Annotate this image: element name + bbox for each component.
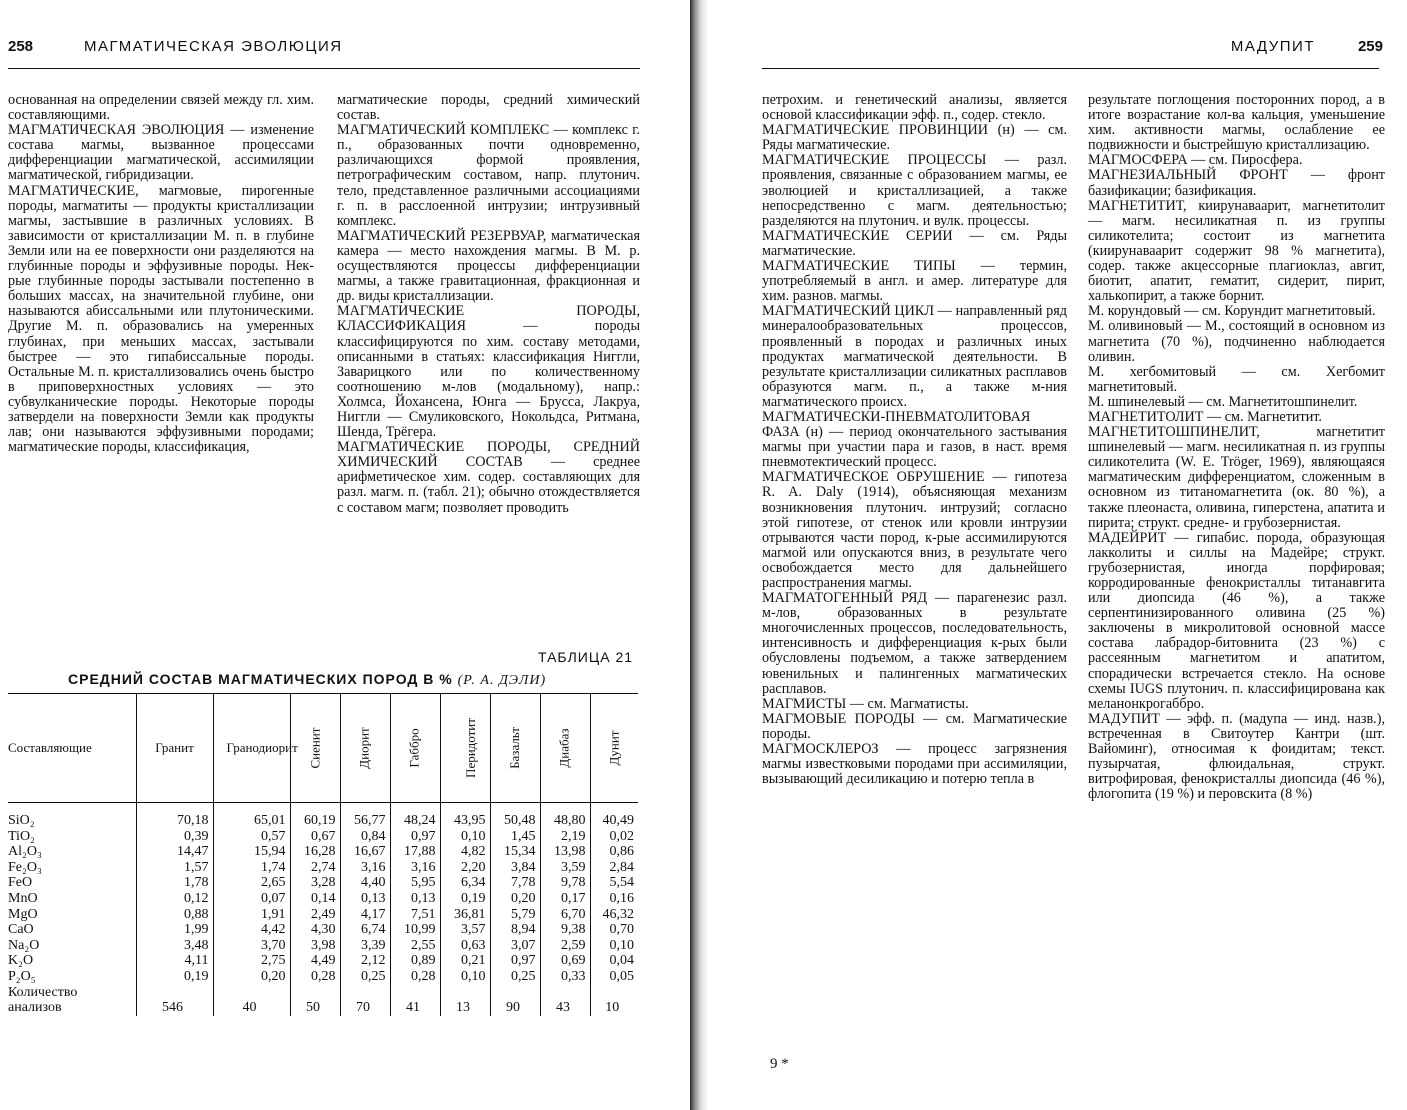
running-title: МАДУПИТ — [1230, 38, 1315, 55]
table-body — [8, 803, 638, 1016]
entry-magnetitite: МАГНЕТИТИТ, киирунаваарит, магнетитолит — магм. несиликатная п. из группы силикотелита; состоит из магнетита (киирунаваарит содержит 98 % магнетита), содер. также акцессорные плагиоклаз, авгит, биотит, апатит, гематит, сидерит, пирит, халькопирит, а также борнит. — [1088, 197, 1385, 305]
component-cell: Na₂O — [8, 937, 40, 953]
value-cell: 4,49 — [290, 953, 340, 969]
empty-cell — [540, 985, 590, 1001]
value-cell: 0,28 — [390, 969, 440, 985]
count-cell: 546 — [136, 1000, 213, 1016]
value-cell: 2,75 — [213, 953, 290, 969]
empty-cell — [590, 985, 638, 1001]
count-cell: 70 — [340, 1000, 390, 1016]
value-cell: 4,42 — [213, 922, 290, 938]
value-cell: 3,07 — [490, 938, 540, 954]
component-cell: CaO — [8, 922, 34, 938]
value-cell: 2,55 — [390, 938, 440, 954]
right-page — [708, 0, 1407, 1110]
component-cell: MnO — [8, 890, 38, 906]
text-column-1 — [8, 93, 314, 455]
value-cell: 3,59 — [540, 860, 590, 876]
value-cell: 0,12 — [136, 891, 213, 907]
paragraph: основанная на определении связей между гл. хим. составляющими. — [8, 92, 314, 124]
value-cell: 1,91 — [213, 907, 290, 923]
value-cell: 0,69 — [540, 953, 590, 969]
entry-cycle: МАГМАТИЧЕСКИЙ ЦИКЛ — направленный ряд минералообразовательных процессов, проявленный в породах и различных иных продуктах магматической деятельности. В результате кристаллизации силикатных расплавов образуются магм. п., а также м-ния магматического происх. — [762, 303, 1067, 410]
value-cell: 0,39 — [136, 829, 213, 845]
value-cell: 60,19 — [290, 803, 340, 829]
entry-magmatic-reservoir: МАГМАТИЧЕСКИЙ РЕЗЕРВУАР, магматическая камера — место нахождения магмы. В М. р. осуществляются процессы дифференциации магмы, а также гравитационная, фракционная и др. виды кристаллизации. — [337, 227, 640, 305]
value-cell: 16,28 — [290, 844, 340, 860]
value-cell: 3,16 — [340, 860, 390, 876]
entry-magmists: МАГМИСТЫ — см. Магматисты. — [762, 695, 969, 712]
count-label-cell: анализов — [8, 1000, 62, 1016]
header-syenite: Сиенит — [290, 694, 340, 803]
composition-table — [8, 693, 638, 1016]
value-cell: 40,49 — [590, 803, 638, 829]
value-cell: 3,70 — [213, 938, 290, 954]
page-number: 259 — [1357, 38, 1383, 55]
value-cell: 0,13 — [390, 891, 440, 907]
value-cell: 14,47 — [136, 844, 213, 860]
value-cell: 56,77 — [340, 803, 390, 829]
value-cell: 1,57 — [136, 860, 213, 876]
header-diorite: Диорит — [340, 694, 390, 803]
value-cell: 0,57 — [213, 829, 290, 845]
entry-types: МАГМАТИЧЕСКИЕ ТИПЫ — термин, употребляемый в англ. и амер. литературе для хим. разнов. магмы. — [762, 258, 1067, 305]
header-components: Составляющие — [8, 694, 136, 803]
entry-magmosphere: МАГМОСФЕРА — см. Пиросфера. — [1088, 152, 1303, 169]
value-cell: 7,78 — [490, 875, 540, 891]
value-cell: 15,34 — [490, 844, 540, 860]
value-cell: 16,67 — [340, 844, 390, 860]
header-rule — [762, 68, 1379, 69]
empty-cell — [290, 985, 340, 1001]
value-cell: 4,40 — [340, 875, 390, 891]
component-cell: Fe₂O₃ — [8, 859, 42, 875]
value-cell: 0,10 — [590, 938, 638, 954]
text-column-2 — [337, 93, 640, 516]
header-diabase: Диабаз — [540, 694, 590, 803]
component-cell: TiO₂ — [8, 828, 35, 844]
header-dunite: Дунит — [590, 694, 638, 803]
value-cell: 0,67 — [290, 829, 340, 845]
value-cell: 0,28 — [290, 969, 340, 985]
empty-cell — [213, 985, 290, 1001]
table-row — [8, 875, 638, 891]
table-row — [8, 891, 638, 907]
value-cell: 0,07 — [213, 891, 290, 907]
paragraph: магматические породы, средний химический состав. — [337, 92, 640, 124]
value-cell: 9,78 — [540, 875, 590, 891]
value-cell: 5,95 — [390, 875, 440, 891]
value-cell: 1,45 — [490, 829, 540, 845]
value-cell: 15,94 — [213, 844, 290, 860]
value-cell: 0,10 — [440, 829, 490, 845]
value-cell: 0,88 — [136, 907, 213, 923]
left-page — [0, 0, 690, 1110]
value-cell: 0,20 — [213, 969, 290, 985]
value-cell: 0,10 — [440, 969, 490, 985]
table-row — [8, 844, 638, 860]
value-cell: 46,32 — [590, 907, 638, 923]
entry-magmatic-rocks: МАГМАТИЧЕСКИЕ, магмовые, пирогенные породы, магматиты — продукты кристаллизации магмы, застывшие в различных условиях. В зависимости от кристаллизации М. п. в глубине Земли или на ее поверхности они разделяются на глубинные породы и эффузивные породы. Нек-рые глубинные породы застывали постепенно в больших массах, на значительной глубине, они называются абиссальными или плутоническими. Другие М. п. образовались на умеренных глубинах, при меньших массах, застывали быстрее — это гипабиссальные породы. Остальные М. п. кристаллизовались очень быстро в приповерхностных условиях — это субвулканические породы. Некоторые породы затвердели на поверхности Земли как продукты лав; они называются эффузивными породами; магматические породы, классификация, — [8, 182, 314, 456]
count-cell: 50 — [290, 1000, 340, 1016]
entry-madeirite: МАДЕЙРИТ — гипабис. порода, образующая лакколиты и силлы на Мадейре; структ. грубозернистая, иногда порфировая; корродированные фенокристаллы титанавгита или диопсида (46 %), а также серпентинизированного оливина (25 %) заключены в микролитовой основной массе состава лабрадор-битовнита (23 %) с рассеянным магнетитом и апатитом, спорадически встречается стекло. На основе схемы IUGS плутонич. п. классифицирована как меланонкрогаббро. — [1088, 529, 1385, 712]
component-cell: MgO — [8, 906, 38, 922]
value-cell: 0,70 — [590, 922, 638, 938]
table-header-row — [8, 694, 638, 803]
entry-magnesian-front: МАГНЕЗИАЛЬНЫЙ ФРОНТ — фронт базификации; базификация. — [1088, 167, 1385, 199]
header-granite: Гранит — [136, 694, 213, 803]
value-cell: 0,14 — [290, 891, 340, 907]
table-row-count-label — [8, 985, 638, 1001]
header-gabbro: Габбро — [390, 694, 440, 803]
entry-series: МАГМАТИЧЕСКИЕ СЕРИИ — см. Ряды магматические. — [762, 227, 1067, 259]
table-row — [8, 953, 638, 969]
value-cell: 5,79 — [490, 907, 540, 923]
value-cell: 1,78 — [136, 875, 213, 891]
count-cell: 41 — [390, 1000, 440, 1016]
book-gutter — [690, 0, 708, 1110]
value-cell: 0,19 — [440, 891, 490, 907]
empty-cell — [440, 985, 490, 1001]
value-cell: 3,84 — [490, 860, 540, 876]
table-row — [8, 969, 638, 985]
value-cell: 0,19 — [136, 969, 213, 985]
value-cell: 6,34 — [440, 875, 490, 891]
table-source: (Р. А. ДЭЛИ) — [457, 673, 547, 688]
value-cell: 3,48 — [136, 938, 213, 954]
value-cell: 1,74 — [213, 860, 290, 876]
value-cell: 9,38 — [540, 922, 590, 938]
value-cell: 0,86 — [590, 844, 638, 860]
entry-magmatic-evolution: МАГМАТИЧЕСКАЯ ЭВОЛЮЦИЯ — изменение состава магмы, вызванное процессами дифференциации магматической, ассимиляции магматической, гибридизации. — [8, 122, 314, 184]
entry-magmatic-complex: МАГМАТИЧЕСКИЙ КОМПЛЕКС — комплекс г. п., образованных почти одновременно, различающихся формой проявления, петрографическим составом, напр. плутонич. тело, представленное различными ассоциациями г. п. в расслоенной интрузии; интрузивный комплекс. — [337, 122, 640, 229]
value-cell: 0,13 — [340, 891, 390, 907]
running-title: МАГМАТИЧЕСКАЯ ЭВОЛЮЦИЯ — [84, 38, 343, 55]
page-number: 258 — [8, 38, 34, 55]
entry-processes: МАГМАТИЧЕСКИЕ ПРОЦЕССЫ — разл. проявления, связанные с образованием магмы, ее эволюцией и кристаллизацией, а также непосредственно с магм. деятельностью; разделяются на плутонич. и вулк. процессы. — [762, 152, 1067, 229]
entry-stoping: МАГМАТИЧЕСКОЕ ОБРУШЕНИЕ — гипотеза R. A. Daly (1914), объясняющая механизм возникновения плутонич. интрузий; согласно этой гипотезе, от стенок или кровли интрузии отрываются части пород, к-рые ассимилируются магмой или опускаются вниз, в результате чего освобождается место для дальнейшего распространения магмы. — [762, 469, 1067, 591]
value-cell: 6,70 — [540, 907, 590, 923]
value-cell: 3,39 — [340, 938, 390, 954]
value-cell: 2,49 — [290, 907, 340, 923]
value-cell: 13,98 — [540, 844, 590, 860]
paragraph: результате поглощения посторонних пород, а в итоге возрастание кол-ва кальция, уменьшение хим. активности магмы, ослабление ее подвижности и быстрейшую кристаллизацию. — [1088, 92, 1385, 154]
component-cell: SiO₂ — [8, 813, 35, 828]
value-cell: 0,97 — [490, 953, 540, 969]
empty-cell — [340, 985, 390, 1001]
empty-cell — [490, 985, 540, 1001]
table-title-text: СРЕДНИЙ СОСТАВ МАГМАТИЧЕСКИХ ПОРОД В % — [68, 671, 453, 687]
table-row — [8, 938, 638, 954]
text-column-3 — [762, 93, 1067, 787]
value-cell: 0,97 — [390, 829, 440, 845]
value-cell: 10,99 — [390, 922, 440, 938]
table-title — [68, 671, 546, 689]
value-cell: 2,65 — [213, 875, 290, 891]
table-caption: ТАБЛИЦА 21 — [538, 649, 634, 665]
header-peridotite: Перидотит — [440, 694, 490, 803]
value-cell: 2,84 — [590, 860, 638, 876]
component-cell: FeO — [8, 875, 33, 891]
header-basalt: Базальт — [490, 694, 540, 803]
value-cell: 0,20 — [490, 891, 540, 907]
value-cell: 3,28 — [290, 875, 340, 891]
value-cell: 6,74 — [340, 922, 390, 938]
value-cell: 2,74 — [290, 860, 340, 876]
entry-magnetitolite: МАГНЕТИТОЛИТ — см. Магнетитит. — [1088, 408, 1322, 425]
table-row-counts — [8, 1000, 638, 1016]
entry-spinel: М. шпинелевый — см. Магнетитошпинелит. — [1088, 393, 1358, 410]
header-rule — [8, 68, 640, 69]
value-cell: 48,24 — [390, 803, 440, 829]
count-label-cell: Количество — [8, 984, 78, 1000]
value-cell: 0,05 — [590, 969, 638, 985]
empty-cell — [390, 985, 440, 1001]
count-cell: 10 — [590, 1000, 638, 1016]
entry-magnetitospinelite: МАГНЕТИТОШПИНЕЛИТ, магнетитит шпинелевый — магм. несиликатная п. из группы силикотелита (W. E. Tröger, 1969), являющаяся магматическим дифференциатом, сложенным в основном из титаномагнетита (ок. 80 %), а также плеонаста, оливина, гиперстена, апатита и пирита; структ. средне- и грубозернистая. — [1088, 424, 1385, 531]
table-row — [8, 907, 638, 923]
value-cell: 70,18 — [136, 803, 213, 829]
value-cell: 0,16 — [590, 891, 638, 907]
value-cell: 0,33 — [540, 969, 590, 985]
value-cell: 0,21 — [440, 953, 490, 969]
entry-olivine: М. оливиновый — М., состоящий в основном из магнетита (70 %), подчиненно наблюдается оливин. — [1088, 318, 1385, 365]
value-cell: 65,01 — [213, 803, 290, 829]
value-cell: 0,63 — [440, 938, 490, 954]
table-row — [8, 860, 638, 876]
value-cell: 3,98 — [290, 938, 340, 954]
entry-average-composition: МАГМАТИЧЕСКИЕ ПОРОДЫ, СРЕДНИЙ ХИМИЧЕСКИЙ СОСТАВ — среднее арифметическое хим. содер. составляющих для разл. магм. п. (табл. 21); обычно отождествляется с составом магм; позволяет проводить — [337, 439, 640, 516]
value-cell: 8,94 — [490, 922, 540, 938]
value-cell: 2,12 — [340, 953, 390, 969]
entry-hogbomite: М. хегбомитовый — см. Хегбомит магнетитовый. — [1088, 363, 1385, 395]
entry-pneumatolytic-phase: МАГМАТИЧЕСКИ-ПНЕВМАТОЛИТОВАЯ ФАЗА (н) — период окончательного застывания магмы при участии пара и газов, в наст. время пневмотектический процесс. — [762, 408, 1067, 471]
value-cell: 36,81 — [440, 907, 490, 923]
value-cell: 48,80 — [540, 803, 590, 829]
value-cell: 4,11 — [136, 953, 213, 969]
count-cell: 43 — [540, 1000, 590, 1016]
count-cell: 90 — [490, 1000, 540, 1016]
value-cell: 0,17 — [540, 891, 590, 907]
value-cell: 50,48 — [490, 803, 540, 829]
value-cell: 2,19 — [540, 829, 590, 845]
header-granodiorite: Гранодиорит — [213, 694, 290, 803]
value-cell: 3,16 — [390, 860, 440, 876]
value-cell: 0,25 — [490, 969, 540, 985]
value-cell: 1,99 — [136, 922, 213, 938]
entry-magmatogenic-series: МАГМАТОГЕННЫЙ РЯД — парагенезис разл. м-лов, образованных в результате многочисленных процессов, последовательность, интенсивность и дифференциация к-рых были обусловлены подъемом, а также затвердением ювенильных и палингенных магматических расплавов. — [762, 590, 1067, 697]
entry-magmosclerosis: МАГМОСКЛЕРОЗ — процесс загрязнения магмы известковыми породами при ассимиляции, вызывающий десиликацию и потерю тепла в — [762, 741, 1067, 788]
value-cell: 43,95 — [440, 803, 490, 829]
value-cell: 4,30 — [290, 922, 340, 938]
empty-cell — [136, 985, 213, 1001]
value-cell: 0,02 — [590, 829, 638, 845]
table-row — [8, 829, 638, 845]
value-cell: 0,89 — [390, 953, 440, 969]
count-cell: 40 — [213, 1000, 290, 1016]
text-column-4 — [1088, 93, 1385, 802]
value-cell: 2,59 — [540, 938, 590, 954]
component-cell: P₂O₅ — [8, 968, 36, 984]
value-cell: 17,88 — [390, 844, 440, 860]
paragraph: петрохим. и генетический анализы, является основой классификации эфф. п., содер. стекло. — [762, 92, 1067, 124]
value-cell: 0,84 — [340, 829, 390, 845]
signature-mark: 9 * — [770, 1056, 789, 1072]
table-row — [8, 922, 638, 938]
count-cell: 13 — [440, 1000, 490, 1016]
entry-magma-rocks: МАГМОВЫЕ ПОРОДЫ — см. Магматические породы. — [762, 710, 1067, 742]
entry-madupite: МАДУПИТ — эфф. п. (мадупа — инд. назв.), встреченная в Свитоутер Кантри (шт. Вайоминг), относимая к фоидитам; текст. пузырчатая, флюидальная, структ. витрофировая, фенокристаллы диопсида (46 %), флогопита (19 %) и перовскита (8 %) — [1088, 710, 1385, 803]
entry-rock-classification: МАГМАТИЧЕСКИЕ ПОРОДЫ, КЛАССИФИКАЦИЯ — породы классифицируются по хим. составу методами, описанными в статьях: классификация Ниггли, Заварицкого или по количественному соотношению м-лов (модальному), напр.: Холмса, Йохансена, Юнга — Брусса, Лакруа, Ниггли — Смуликовского, Нокольдса, Ритмана, Шенда, Трёгера. — [337, 303, 640, 441]
value-cell: 5,54 — [590, 875, 638, 891]
entry-provinces: МАГМАТИЧЕСКИЕ ПРОВИНЦИИ (н) — см. Ряды магматические. — [762, 122, 1067, 154]
value-cell: 7,51 — [390, 907, 440, 923]
component-cell: K₂O — [8, 953, 34, 969]
value-cell: 4,17 — [340, 907, 390, 923]
component-cell: Al₂O₃ — [8, 844, 42, 860]
value-cell: 0,04 — [590, 953, 638, 969]
value-cell: 4,82 — [440, 844, 490, 860]
table-row — [8, 803, 638, 829]
value-cell: 2,20 — [440, 860, 490, 876]
value-cell: 3,57 — [440, 922, 490, 938]
entry-corundum: М. корундовый — см. Корундит магнетитовый. — [1088, 303, 1376, 320]
value-cell: 0,25 — [340, 969, 390, 985]
